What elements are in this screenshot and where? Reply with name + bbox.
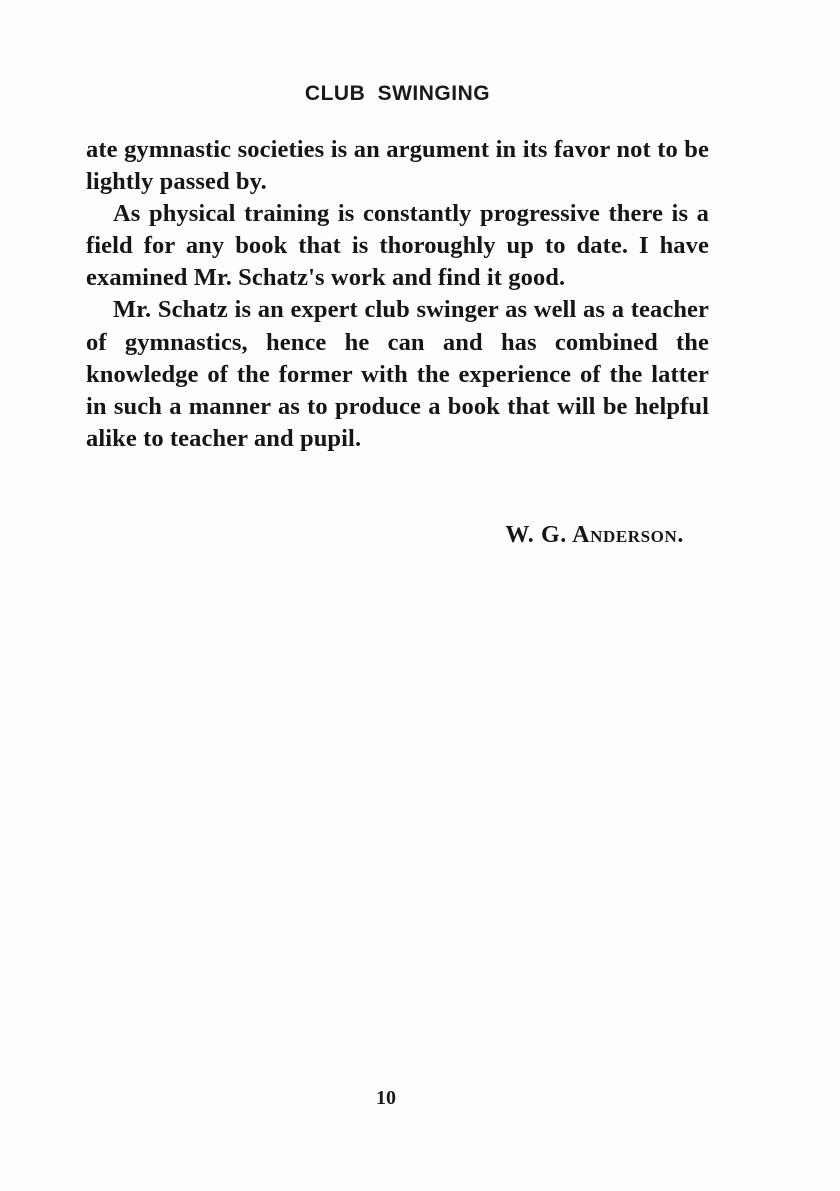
signature: W. G. Anderson. (505, 522, 684, 548)
body-text (86, 134, 709, 455)
paragraph-mr-schatz: Mr. Schatz is an expert club swinger as well as a teacher of gymnastics, hence he can and has combined the knowledge of the former with the experience of the latter in such a manner as to produce a book that will be helpful alike to teacher and pupil. (86, 296, 709, 452)
paragraph-physical-training: As physical training is constantly progressive there is a field for any book that is thoroughly up to date. I have examined Mr. Schatz's work and find it good. (86, 200, 709, 292)
page-number: 10 (376, 1087, 396, 1109)
paragraph-continuation: ate gymnastic societies is an argument in its favor not to be lightly passed by. (86, 136, 709, 196)
running-head: CLUB SWINGING (304, 82, 491, 105)
